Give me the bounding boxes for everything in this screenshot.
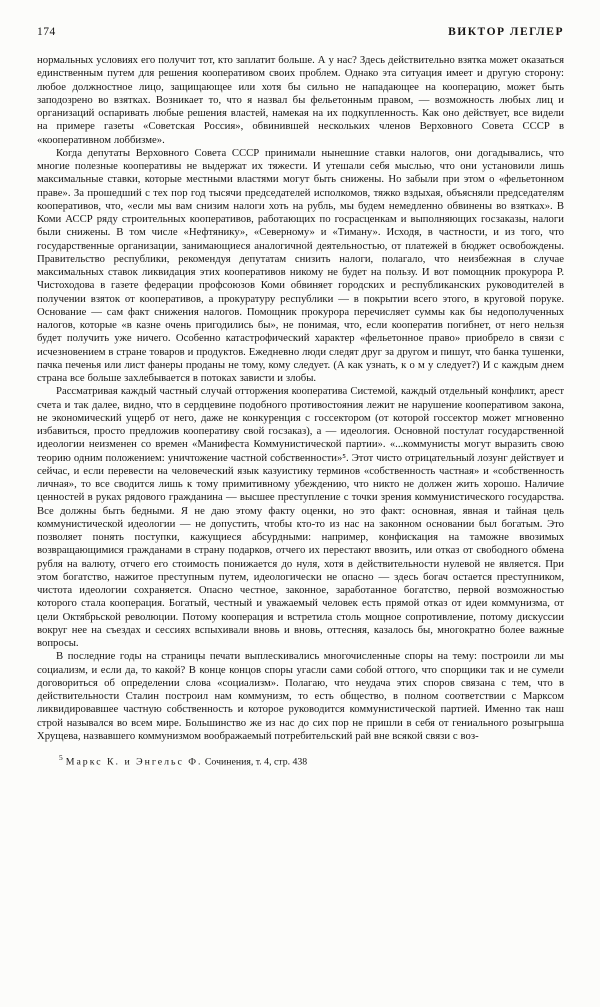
body-text <box>37 54 564 743</box>
page-number: 174 <box>37 26 56 38</box>
footnote-authors: Маркс К. и Энгельс Ф. <box>65 756 203 768</box>
footnote <box>37 752 564 768</box>
running-head <box>37 26 564 38</box>
paragraph: нормальных условиях его получит тот, кто заплатит больше. А у нас? Здесь действительно взятка может оказаться единственным путем для решения кооперативом своих проблем. Однако эта ситуация имеет и другую сторону: любое должностное лицо, защищающее или хотя бы сильно не нападающее на кооперацию, может быть заподозрено во взятках. Возникает то, что я назвал бы фельетонным правом, — возможность любых лиц и организаций оспаривать любые решения властей, намекая на их подкупленность. Как оно действует, все видели на примере газеты «Советская Россия», обвинившей нескольких членов Верховного Совета СССР в «кооперативном лоббизме». <box>37 54 564 146</box>
paragraph: Когда депутаты Верховного Совета СССР принимали нынешние ставки налогов, они догадывались, что многие полезные кооперативы не выдержат их тяжести. И утешали себя мыслью, что они установили лишь максимальные ставки, которые местными властями могут быть снижены. Но забыли при этом о «фельетонном праве». За прошедший с тех пор год тысячи председателей исполкомов, тяжко вздыхая, объясняли председателям кооперативов, что, «если мы вам снизим налоги хоть на рубль, мы будем немедленно обвинены во взятках». В Коми АССР ряду строительных кооперативов, работающих по госрасценкам и выполняющих госзаказы, налоги были снижены. В том числе «Нефтянику», «Северному» и «Тиману». Исходя, в частности, и из того, что государственные организации, занимающиеся аналогичной деятельностью, от платежей в бюджет освобождены. Правительство республики, рекомендуя депутатам снизить налоги, полагало, что неизбежная в случае максимальных ставок ликвидация этих кооперативов никому не будет на пользу. И вот помощник прокурора Р. Чистоходова в газете федерации профсоюзов Коми обвиняет городских и республиканских руководителей в получении взяток от кооперативов, а прокуратуру республики — в покрытии всего этого, в круговой поруке. Основание — сам факт снижения налогов. Помощник прокурора перечисляет суммы как бы недополученных налогов, которые «в казне очень пригодились бы», не понимая, что, если кооператив погибнет, от него нельзя будет получить уже ничего. Особенно катастрофический характер «фельетонное право» приобрело в связи с исчезновением в стране товаров и продуктов. Ежедневно люди следят друг за другом и пишут, что банка тушенки, пачка печенья или лист фанеры проданы не тому, кому следует. (А как узнать, к о м у следует?) И с каждым днем страна все больше захлебывается в потоках зависти и злобы. <box>37 146 564 384</box>
paragraph: Рассматривая каждый частный случай отторжения кооператива Системой, каждый отдельный конфликт, арест счета и так далее, видно, что в сердцевине подобного противостояния лежит не нарушение кооперативом закона, не экономический ущерб от него, даже не конкуренция с госсектором (от которой госсектор может мгновенно избавиться, просто предложив кооперативу свой госзаказ), а — идеология. Основной постулат государственной идеологии неизменен со времен «Манифеста Коммунистической партии». «...коммунисты могут выразить свою теорию одним положением: уничтожение частной собственности»⁵. Этот чисто отрицательный лозунг действует и сейчас, и если перевести на человеческий язык казуистику терминов «собственность частная» и «собственность личная», то все сводится лишь к тому примитивному убеждению, что никто не должен жить хорошо. Наличие ценностей в руках рядового гражданина — высшее преступление с точки зрения коммунистического государства. Все должны быть бедными. Я не даю этому факту оценки, но это факт: основная, явная и тайная цель коммунистической идеологии — не допустить, чтобы кто-то из нас на законном основании был богатым. Это позволяет понять поступки, кажущиеся абсурдными: например, конфискация на таможне ввозимых возвращающимися гражданами в страну подарков, отчего их перестают ввозить, или отказ от свободного обмена рубля на валюту, отчего его стоимость понижается до нуля, хотя в действительности нулевой не является. При этом богатство, нажитое преступным путем, идеологически не опасно — здесь богач остается преступником, чистота идеологии сохраняется. Опасно честное, законное, заработанное богатство, первой возможностью которого стала кооперация. Богатый, честный и уважаемый человек есть прямой отказ от идеи коммунизма, от цели Октябрьской революции. Потому кооперация и встретила столь мощное сопротивление, потому дискуссии вокруг нее на съездах и сессиях вспыхивали вновь и вновь, оттесняя, казалось бы, многократно более важные вопросы. <box>37 385 564 649</box>
author-name: ВИКТОР ЛЕГЛЕР <box>448 26 564 38</box>
footnote-source: Сочинения, т. 4, стр. 438 <box>204 756 308 768</box>
footnote-marker: 5 <box>59 753 63 762</box>
paragraph: В последние годы на страницы печати выплескивались многочисленные споры на тему: построили ли мы социализм, и если да, то какой? В конце концов споры угасли сами собой оттого, что спорщики так и не сумели договориться об определении слова «социализм». Полагаю, что неудача этих споров связана с тем, что в действительности Сталин построил нам коммунизм, то есть общество, в полном соответствии с Марксом ликвидировавшее частную собственность и которое руководится коммунистической партией. Именно так наш строй назывался во всем мире. Большинство же из нас до сих пор не пришли в себя от гениального розыгрыша Хрущева, назвавшего коммунизмом воображаемый потребительский рай вне всякой связи с воз- <box>37 650 564 742</box>
